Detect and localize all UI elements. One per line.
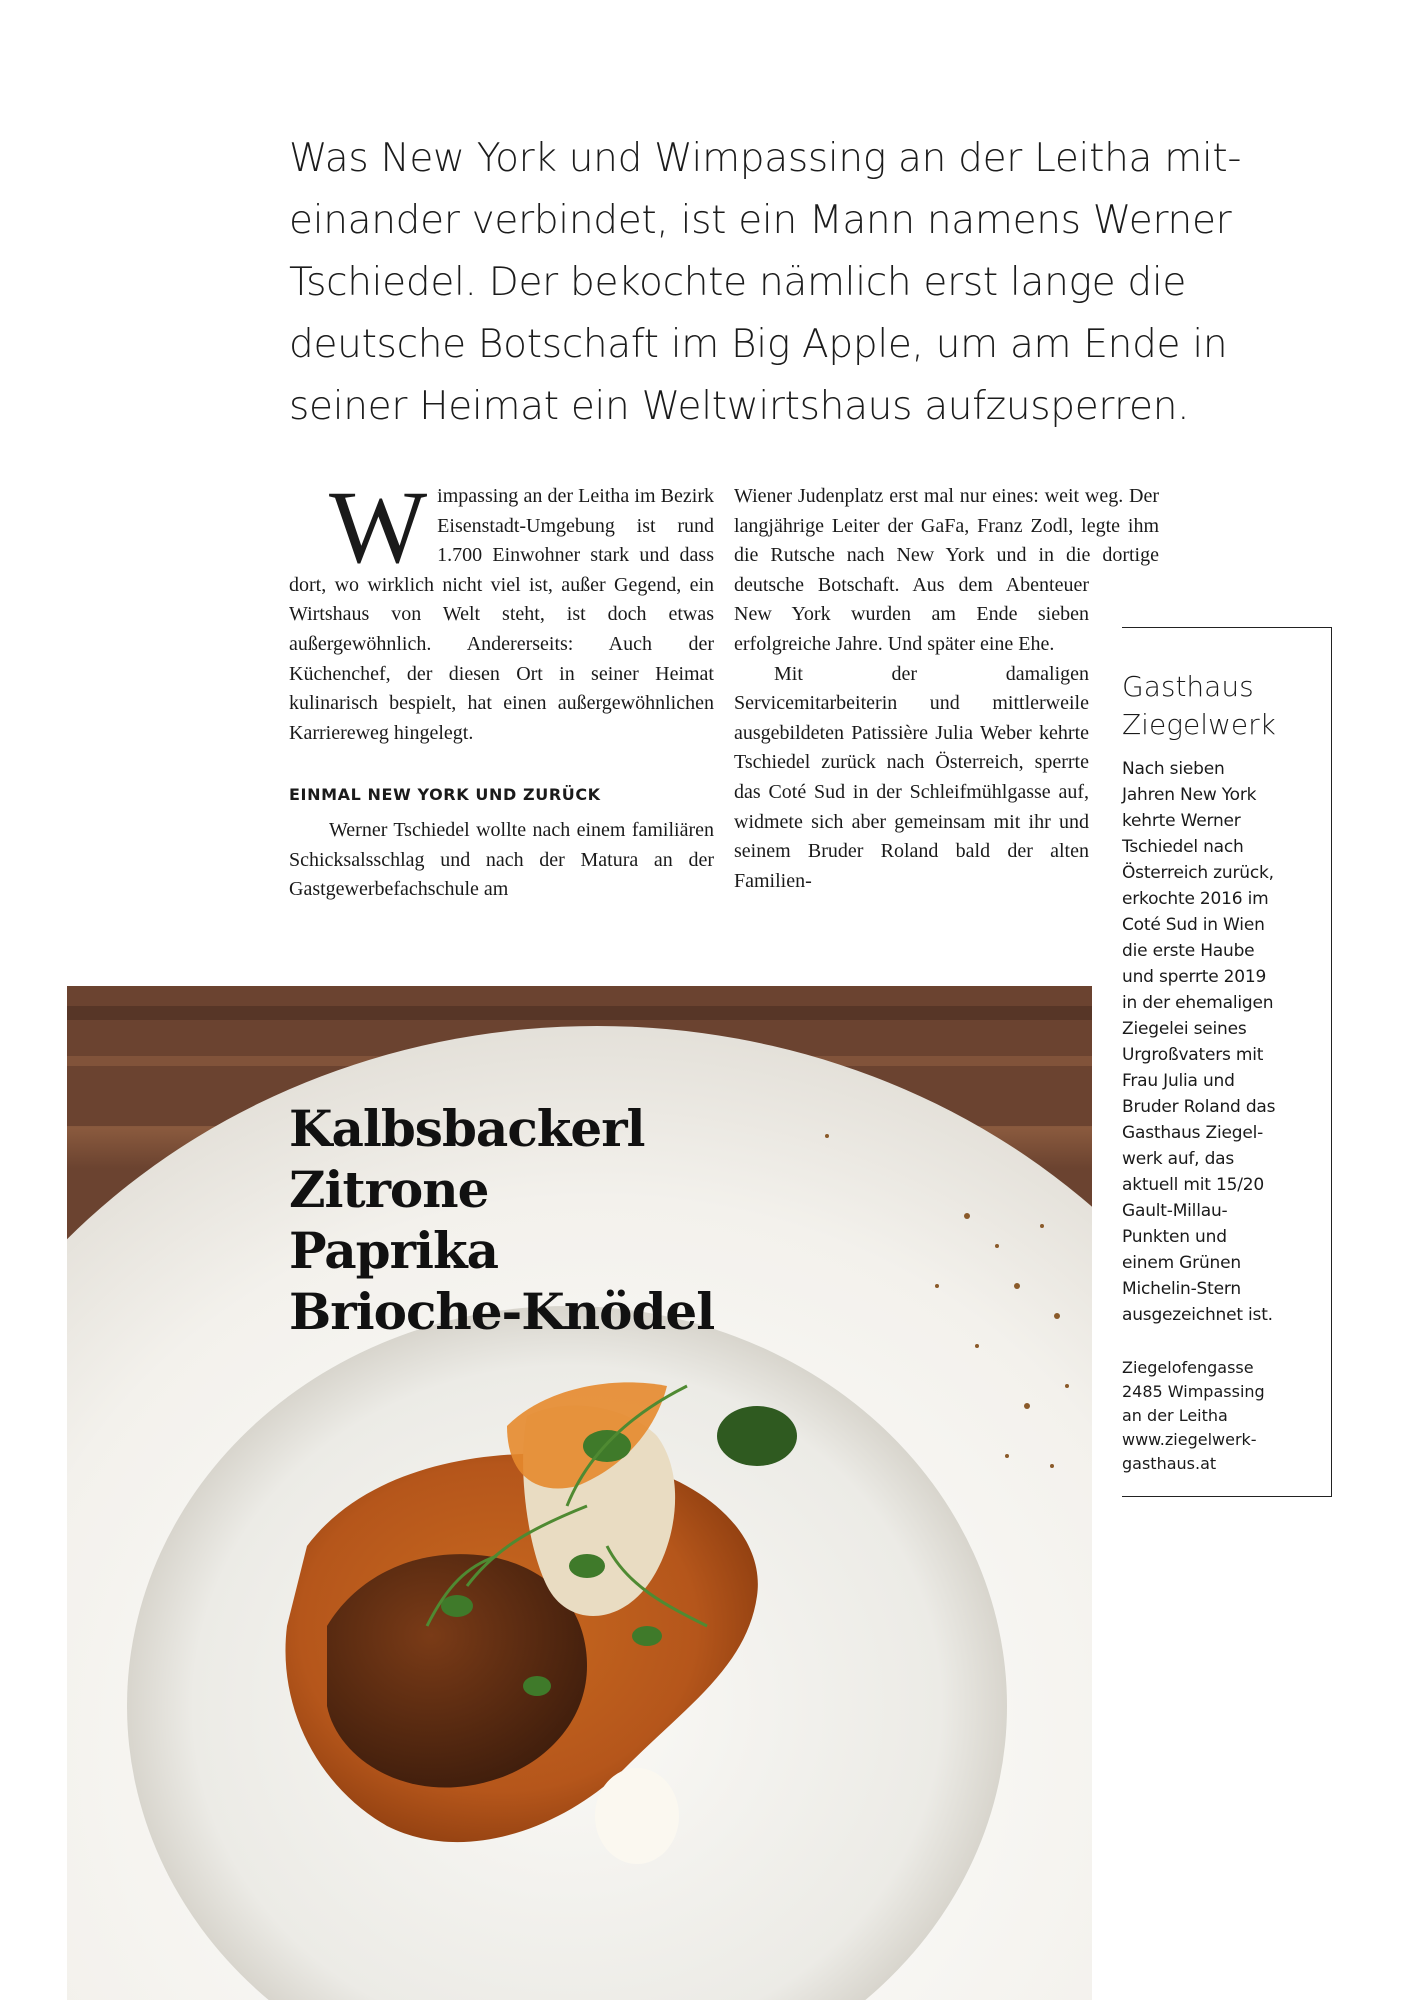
info-box-line: Gasthaus Ziegel- [1122,1123,1264,1143]
dish-title-line: Brioche-Knödel [289,1282,715,1341]
lead-line: Was New York und Wimpassing an der Leitha mit- [289,136,1242,181]
info-box-line: ausgezeichnet ist. [1122,1305,1273,1325]
address-line: 2485 Wimpassing [1122,1382,1265,1401]
address-line: Ziegelofengasse [1122,1358,1254,1377]
info-box-title [1122,668,1282,744]
info-box-line: aktuell mit 15/20 [1122,1175,1264,1195]
info-box-line: Nach sieben [1122,759,1225,779]
info-box-line: Bruder Roland das [1122,1097,1276,1117]
lead-line: Tschiedel. Der bekochte nämlich erst lange die [289,260,1187,305]
info-box-line: Gault-Millau- [1122,1201,1228,1221]
info-box-line: die erste Haube [1122,941,1255,961]
info-box-line: werk auf, das [1122,1149,1235,1169]
dish-title [289,1098,714,1342]
info-box-title-line: Gasthaus [1122,670,1254,703]
info-box-line: in der ehemaligen [1122,993,1274,1013]
info-box-content [1122,668,1282,1476]
info-box-address [1122,1356,1282,1476]
lead-line: einander verbindet, ist ein Mann namens Werner [289,198,1232,243]
info-box-line: Coté Sud in Wien [1122,915,1265,935]
website-link[interactable]: www.ziegelwerk- [1122,1430,1257,1449]
dish-title-line: Paprika [289,1221,498,1280]
info-box-line: Ziegelei seines [1122,1019,1247,1039]
table-grain [67,1006,1092,1020]
info-box-line: einem Grünen [1122,1253,1241,1273]
lead-line: seiner Heimat ein Weltwirtshaus aufzusperren. [289,384,1190,429]
info-box-line: Michelin-Stern [1122,1279,1241,1299]
drop-cap: W [329,470,428,585]
info-box-title-line: Ziegelwerk [1122,708,1276,741]
info-box-line: und sperrte 2019 [1122,967,1267,987]
info-box-line: erkochte 2016 im [1122,889,1269,909]
info-box-line: Österreich zurück, [1122,863,1274,883]
article-paragraph-3: Wiener Judenplatz erst mal nur eines: weit weg. Der langjährige Leiter der GaFa, Franz Zodl, legte ihm die Rutsche nach New York und in die dortige deutsche Botschaft. Aus dem Abenteuer New York wurden am Ende sieben erfolgreiche Jahre. Und später eine Ehe. [734,485,1159,655]
article-paragraph-2: Werner Tschiedel wollte nach einem familiären Schicksalsschlag und nach der Matura an der Gastgewerbefachschule am [289,818,714,901]
article-column-2 [734,482,1159,892]
lead-paragraph [289,128,1242,438]
website-link[interactable]: gasthaus.at [1122,1454,1217,1473]
info-box-line: Jahren New York [1122,785,1257,805]
info-box-line: Frau Julia und [1122,1071,1235,1091]
article-paragraph-4: Mit der damaligen Servicemitarbeiterin und mittlerweile ausgebildeten Patissière Julia Weber kehrte Tschiedel zurück nach Österreich, sperrte das Coté Sud in der Schleifmühlgasse auf, widmete sich aber gemeinsam mit ihr und seinem Bruder Roland bald der alten Familien- [734,662,1089,892]
info-box-body [1122,756,1282,1328]
info-box-line: Tschiedel nach [1122,837,1244,857]
info-box-line: Urgroßvaters mit [1122,1045,1264,1065]
info-box [1122,627,1332,1497]
info-box-line: Punkten und [1122,1227,1227,1247]
article-paragraph-3-wrapper [734,482,1159,1000]
address-line: an der Leitha [1122,1406,1228,1425]
dish-title-line: Zitrone [289,1160,489,1219]
article-paragraph-1-text: impassing an der Leitha im Bezirk Eisenstadt-Umgebung ist rund 1.700 Einwohner stark und dass dort, wo wirklich nicht viel ist, außer Gegend, ein Wirtshaus von Welt steht, ist doch etwas außergewöhnlich. Andererseits: Auch der Küchenchef, der diesen Ort in seiner Heimat kulinarisch bespielt, hat einen außergewöhnlichen Karriereweg hingelegt. [289,485,714,744]
lemon-quenelle [595,1768,679,1864]
dish-title-line: Kalbsbackerl [289,1099,645,1158]
article-paragraph-1 [289,470,714,748]
section-subheading: EINMAL NEW YORK UND ZURÜCK [289,785,601,805]
article-column-1 [289,470,714,905]
info-box-line: kehrte Werner [1122,811,1241,831]
lead-line: deutsche Botschaft im Big Apple, um am Ende in [289,322,1228,367]
